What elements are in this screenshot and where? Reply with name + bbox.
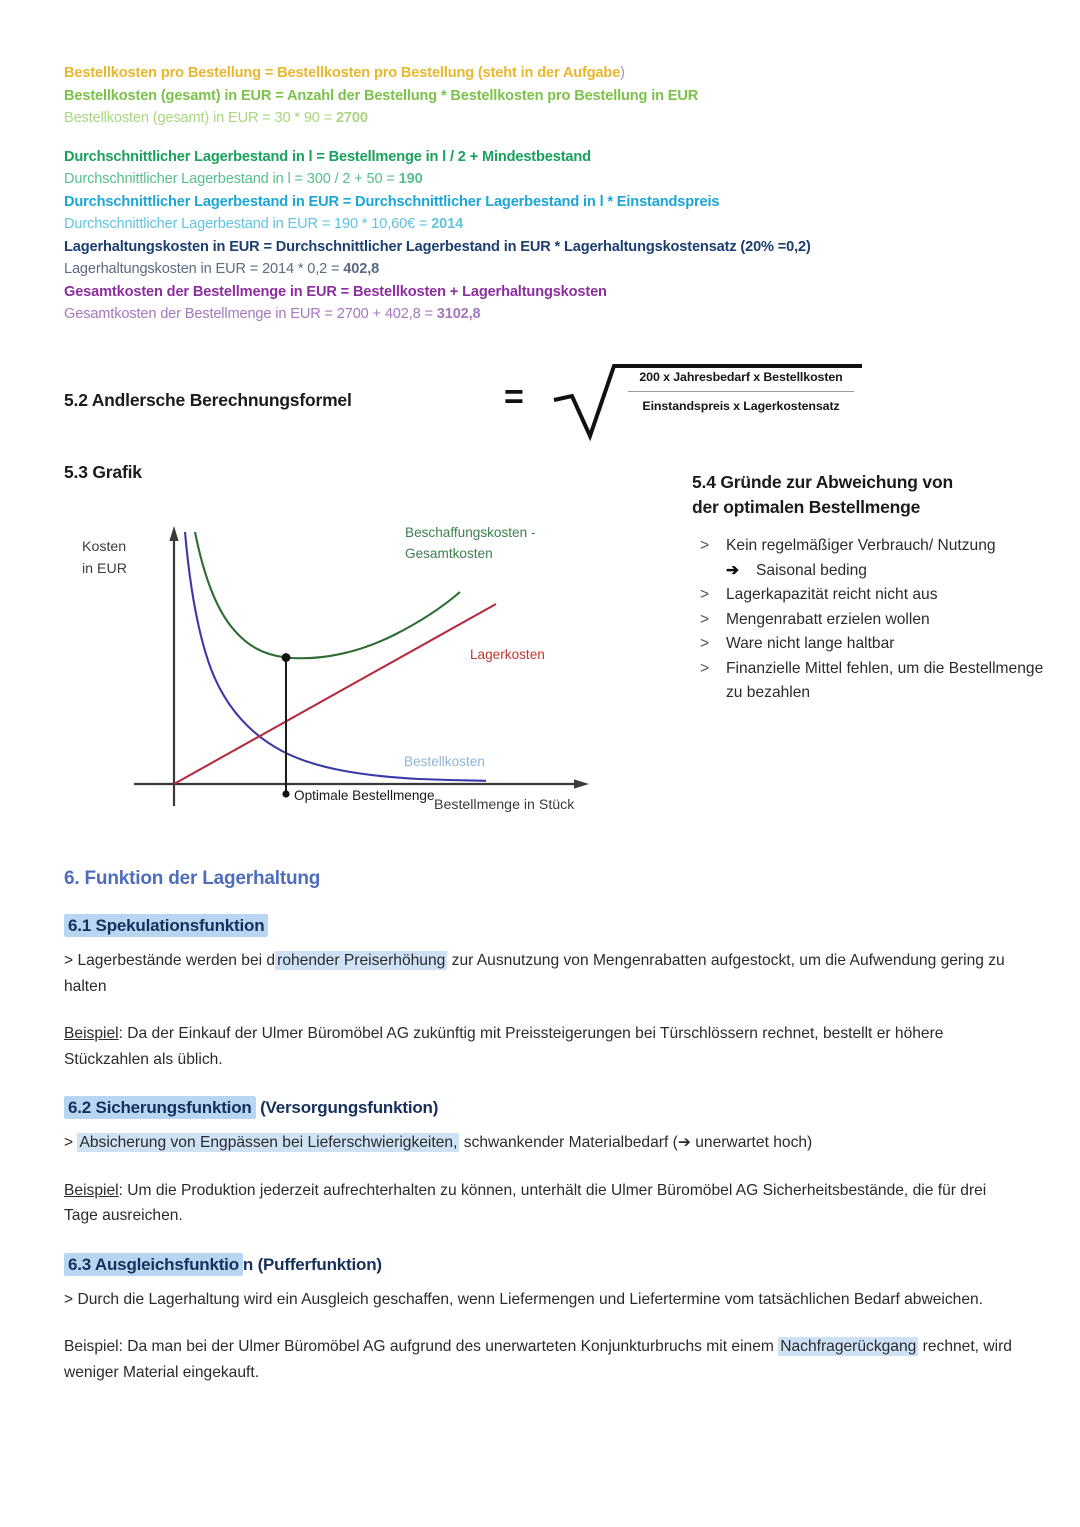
y-axis-label-line1: Kosten	[82, 539, 127, 555]
section-6-2-heading-rest: (Versorgungsfunktion)	[255, 1098, 439, 1117]
y-axis-arrowhead	[169, 526, 178, 541]
section-6-2-bullet	[64, 1130, 1024, 1156]
formula-line-5-result: 190	[398, 171, 423, 187]
highlighted-phrase: Nachfragerückgang	[780, 1338, 917, 1355]
formula-line-2: Bestellkosten (gesamt) in EUR = Anzahl der Bestellung * Bestellkosten pro Bestellung in EUR	[64, 87, 699, 104]
x-axis-label: Bestellmenge in Stück	[434, 797, 575, 813]
arrow-right-icon: ➔	[726, 561, 740, 579]
section-6-3-heading-rest: n (Pufferfunktion)	[242, 1254, 382, 1274]
section-6-2-example	[64, 1178, 1024, 1229]
list-item	[692, 583, 1052, 608]
section-6-funktion-lagerhaltung	[64, 868, 1024, 1407]
section-5-4-title	[692, 470, 1052, 520]
section-5-3-title: 5.3 Grafik	[64, 462, 142, 482]
x-axis-arrowhead	[574, 779, 589, 788]
formula-line-11-result: 3102,8	[436, 306, 481, 322]
section-6-3-heading-text: 6.3 Ausgleichsfunktio	[64, 1253, 243, 1276]
formula-line-8: Lagerhaltungskosten in EUR = Durchschnittlicher Lagerbestand in EUR * Lagerhaltungskostensatz (20% =0,2)	[64, 238, 811, 255]
example-label: Beispiel	[64, 1025, 119, 1042]
section-6-1-heading-text: 6.1 Spekulationsfunktion	[64, 914, 268, 937]
spacer	[64, 130, 1016, 146]
list-item	[692, 657, 1052, 706]
list-item	[692, 608, 1052, 633]
formula-line-7: Durchschnittlicher Lagerbestand in EUR = 190 * 10,60€ = 2014	[64, 216, 464, 232]
legend-lagerkosten: Lagerkosten	[470, 647, 545, 662]
example-label: Beispiel	[64, 1181, 119, 1199]
bullet-suffix: schwankender Materialbedarf (➔ unerwartet hoch)	[459, 1134, 813, 1151]
list-item-label: Lagerkapazität reicht nicht aus	[726, 586, 938, 603]
example-suffix: rechnet, wird weniger Material eingekauft.	[64, 1338, 1012, 1381]
section-5-2-andler	[64, 370, 1024, 460]
formula-line-4: Durchschnittlicher Lagerbestand in l = Bestellmenge in l / 2 + Mindestbestand	[64, 148, 591, 165]
section-6-2-heading-text: 6.2 Sicherungsfunktion	[64, 1096, 256, 1119]
list-item	[692, 632, 1052, 657]
fraction	[622, 366, 860, 417]
bullet-marker: >	[700, 537, 710, 554]
list-item	[692, 534, 1052, 559]
bullet-marker: >	[700, 659, 710, 677]
highlighted-phrase: Absicherung von Engpässen bei Lieferschwierigkeiten,	[79, 1134, 458, 1151]
formula-line-1-tail: )	[620, 65, 625, 81]
section-6-1-example	[64, 1021, 1024, 1072]
optimum-point-marker-bottom	[282, 790, 289, 797]
formula-line-9: Lagerhaltungskosten in EUR = 2014 * 0,2 = 402,8	[64, 261, 380, 277]
formula-line-10: Gesamtkosten der Bestellmenge in EUR = Bestellkosten + Lagerhaltungskosten	[64, 283, 607, 300]
series-bestellkosten-curve	[185, 532, 486, 781]
formula-line-3-result: 2700	[335, 110, 368, 126]
section-6-1-heading	[64, 916, 1024, 936]
bullet-marker: >	[700, 586, 710, 603]
list-item-label: Kein regelmäßiger Verbrauch/ Nutzung	[726, 537, 996, 554]
list-item-label: Saisonal beding	[756, 561, 867, 579]
bullet-marker: >	[700, 635, 710, 652]
section-6-heading: 6. Funktion der Lagerhaltung	[64, 868, 321, 889]
bullet-prefix: > Lagerbestände werden bei d	[64, 952, 276, 969]
cost-curves-chart	[64, 494, 684, 824]
section-6-3-heading	[64, 1255, 1024, 1275]
y-axis-label-line2: in EUR	[82, 561, 127, 577]
formula-line-9-result: 402,8	[343, 261, 380, 277]
fraction-denominator: Einstandspreis x Lagerkostensatz	[642, 399, 840, 413]
section-5-4-gruende	[692, 470, 1052, 706]
section-6-3-bullet: > Durch die Lagerhaltung wird ein Ausgleich geschaffen, wenn Liefermengen und Liefertermine vom tatsächlichen Bedarf abweichen.	[64, 1290, 984, 1308]
list-item-label: Mengenrabatt erzielen wollen	[726, 610, 930, 628]
section-5-3-grafik	[64, 462, 684, 832]
legend-bestellkosten: Bestellkosten	[404, 754, 485, 769]
optimum-point-marker-top	[282, 653, 291, 662]
list-item-label: Ware nicht lange haltbar	[726, 635, 895, 652]
formula-line-6: Durchschnittlicher Lagerbestand in EUR = Durchschnittlicher Lagerbestand in l * Einstandspreis	[64, 193, 720, 210]
list-item-label: Finanzielle Mittel fehlen, um die Bestellmenge zu bezahlen	[726, 659, 1044, 701]
legend-gesamtkosten-line2: Gesamtkosten	[405, 546, 493, 561]
bullet-marker: >	[700, 610, 710, 628]
list-item	[692, 559, 1052, 584]
legend-gesamtkosten-line1: Beschaffungskosten -	[405, 525, 536, 540]
equals-sign: =	[504, 378, 524, 416]
bullet-prefix: >	[64, 1134, 78, 1151]
fraction-bar	[628, 391, 854, 392]
formula-line-5: Durchschnittlicher Lagerbestand in l = 300 / 2 + 50 = 190	[64, 171, 423, 187]
formula-line-11: Gesamtkosten der Bestellmenge in EUR = 2700 + 402,8 = 3102,8	[64, 306, 481, 322]
square-root-expression	[552, 362, 864, 442]
highlighted-phrase: rohender Preiserhöhung	[277, 952, 446, 969]
section-5-4-title-line2: der optimalen Bestellmenge	[692, 497, 921, 517]
example-text: : Um die Produktion jederzeit aufrechterhalten zu können, unterhält die Ulmer Büromöbel AG Sicherheitsbestände, die für drei Tage ausreichen.	[64, 1181, 987, 1224]
formula-line-3: Bestellkosten (gesamt) in EUR = 30 * 90 = 2700	[64, 110, 368, 126]
bullet-suffix: zur Ausnutzung von Mengenrabatten aufgestockt, um die Aufwendung gering zu halten	[64, 952, 1005, 995]
formula-line-7-result: 2014	[431, 216, 464, 232]
section-6-1-bullet	[64, 948, 1024, 999]
formula-line-1: Bestellkosten pro Bestellung = Bestellkosten pro Bestellung (steht in der Aufgabe)	[64, 65, 625, 81]
example-text: : Da der Einkauf der Ulmer Büromöbel AG zukünftig mit Preissteigerungen bei Türschlössern rechnet, bestellt er höhere Stückzahlen als üblich.	[64, 1025, 944, 1068]
section-6-2-heading	[64, 1098, 1024, 1118]
section-5-4-title-line1: 5.4 Gründe zur Abweichung von	[692, 472, 953, 492]
formula-summary-block	[64, 62, 1016, 326]
fraction-numerator: 200 x Jahresbedarf x Bestellkosten	[639, 370, 843, 384]
annotation-optimale-bestellmenge: Optimale Bestellmenge	[294, 788, 435, 803]
section-6-3-example	[64, 1334, 1024, 1385]
example-prefix: Beispiel: Da man bei der Ulmer Büromöbel AG aufgrund des unerwarteten Konjunkturbruchs mit einem	[64, 1338, 779, 1355]
section-5-4-list	[692, 534, 1052, 706]
section-5-2-title: 5.2 Andlersche Berechnungsformel	[64, 390, 352, 410]
